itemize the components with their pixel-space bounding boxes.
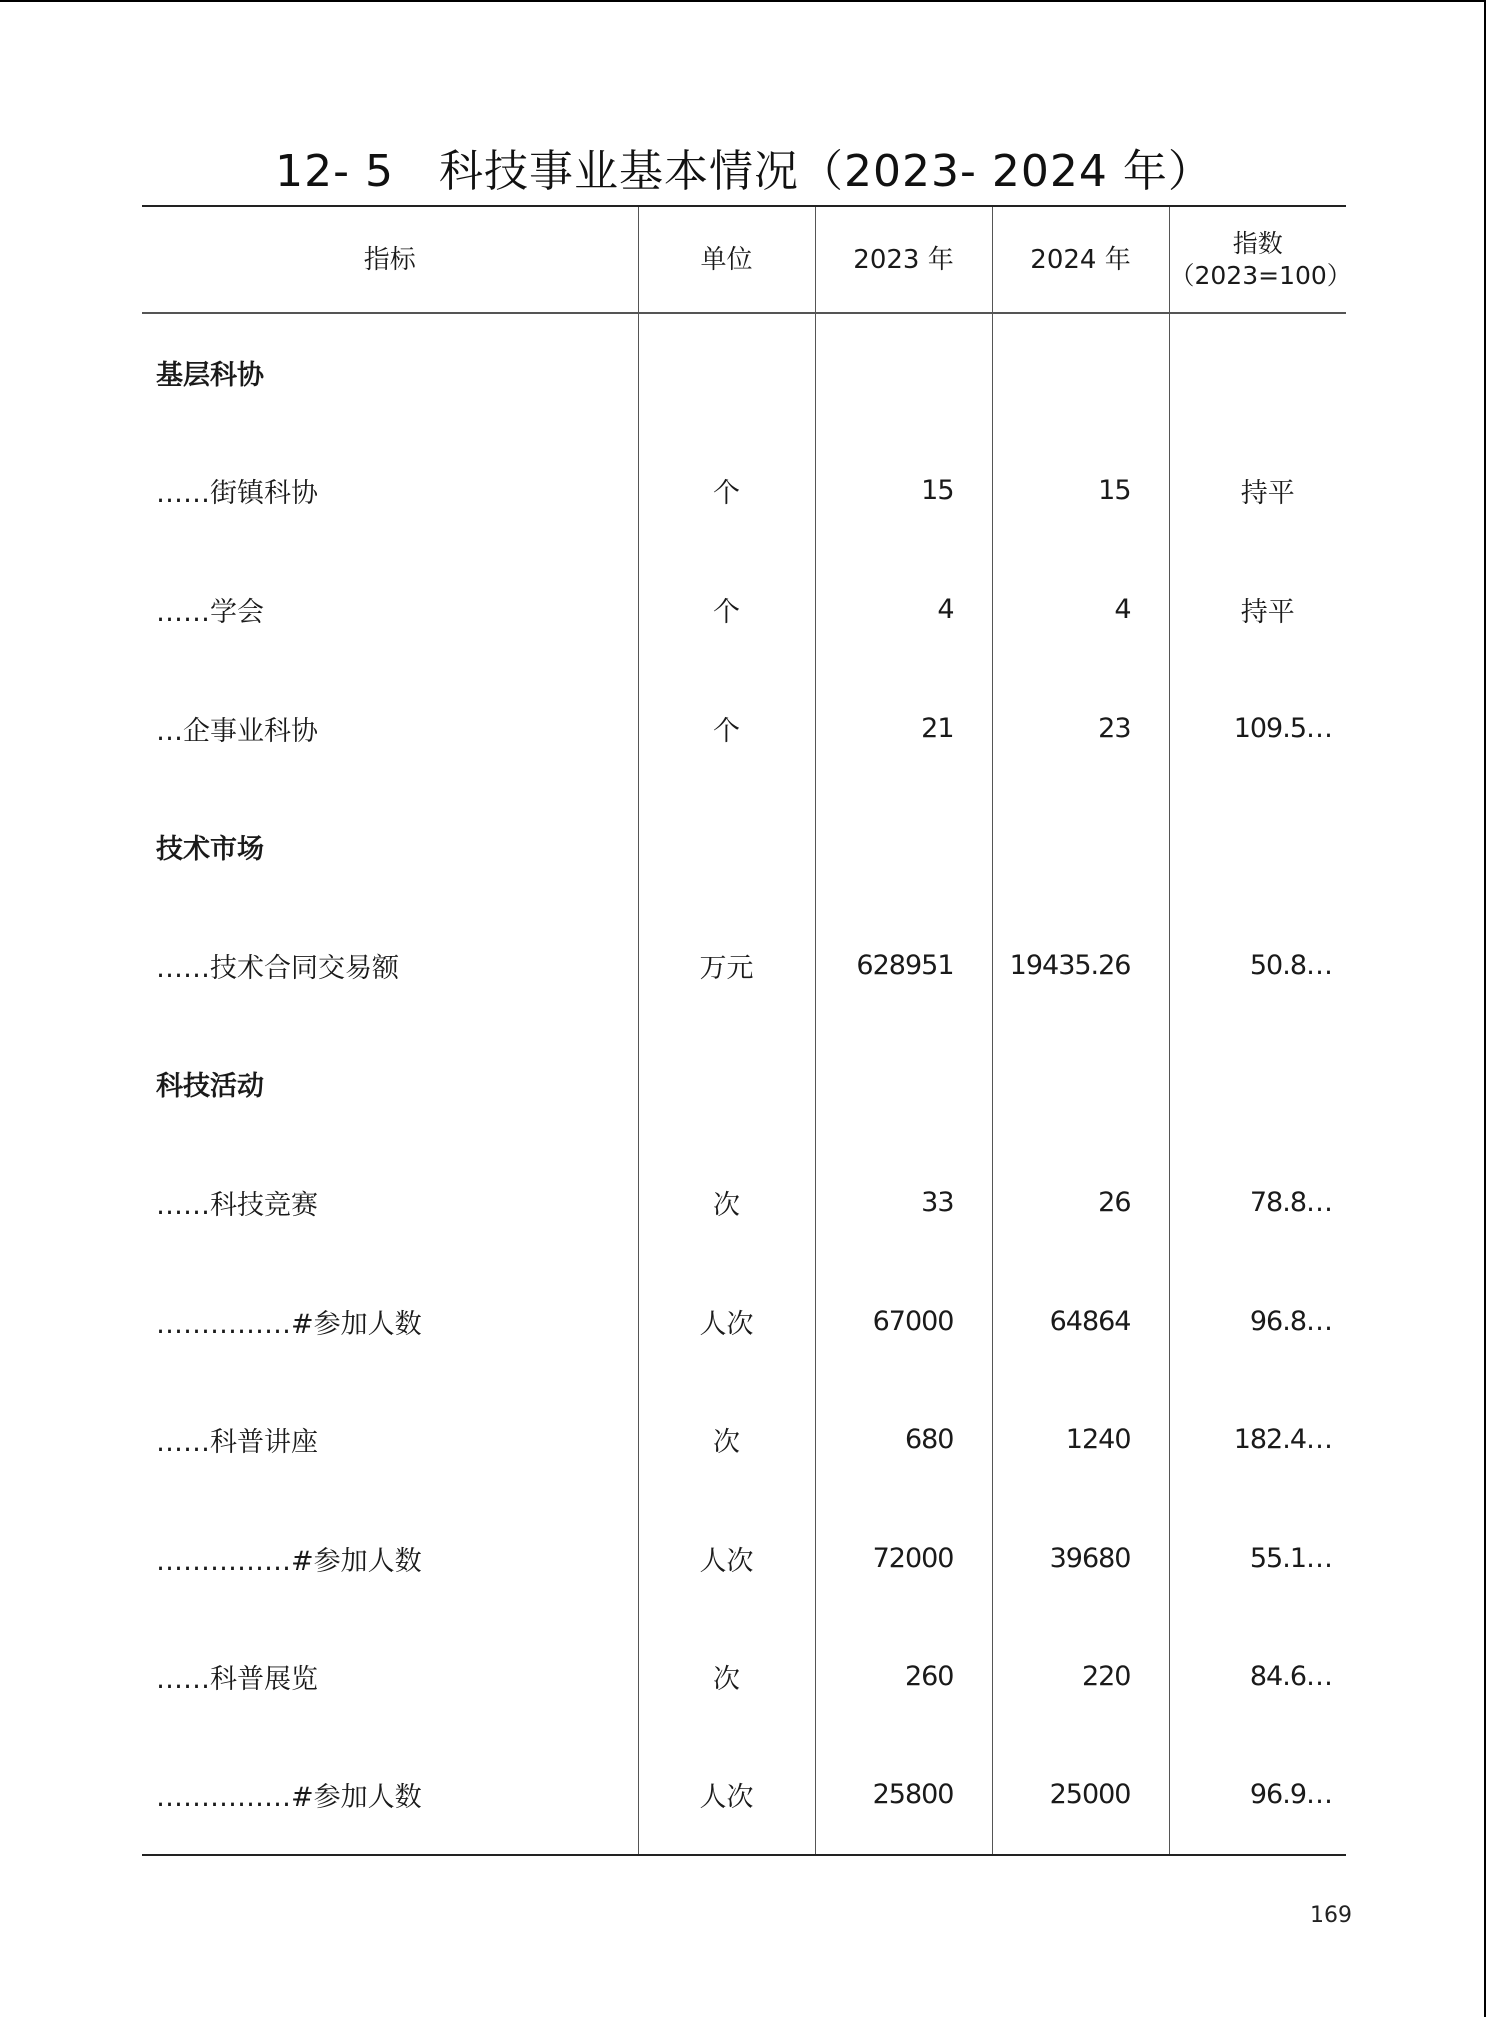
indicator-label: 企事业科协 <box>183 715 318 747</box>
indicator-label: 学会 <box>210 596 264 628</box>
index-cell <box>1169 787 1346 906</box>
page-number: 169 <box>1310 1903 1352 1928</box>
indicator-cell <box>142 1262 638 1381</box>
leader-dots: …… <box>156 1189 210 1221</box>
indicator-cell <box>142 669 638 788</box>
index-cell: 55.1… <box>1169 1499 1346 1618</box>
unit-cell: 次 <box>638 1380 815 1499</box>
header-row <box>142 206 1346 313</box>
header-index-line1: 指数 <box>1232 228 1283 258</box>
value-2024-cell: 4 <box>992 550 1169 669</box>
header-indicator: 指标 <box>142 206 638 313</box>
value-2023-cell: 15 <box>815 432 992 551</box>
index-cell: 96.9… <box>1169 1736 1346 1855</box>
value-2023-cell: 25800 <box>815 1736 992 1855</box>
indicator-label: 科普讲座 <box>210 1427 318 1459</box>
unit-cell: 人次 <box>638 1499 815 1618</box>
index-cell: 持平 <box>1169 550 1346 669</box>
category-label: 基层科协 <box>156 360 264 392</box>
indicator-cell <box>142 1736 638 1855</box>
leader-dots: …… <box>156 952 210 984</box>
value-2024-cell: 39680 <box>992 1499 1169 1618</box>
indicator-label: 科技竞赛 <box>210 1189 318 1221</box>
category-label: 科技活动 <box>156 1071 264 1103</box>
value-2024-cell: 220 <box>992 1618 1169 1737</box>
value-2023-cell <box>815 1025 992 1144</box>
indicator-label: 科普展览 <box>210 1664 318 1696</box>
value-2023-cell: 67000 <box>815 1262 992 1381</box>
category-label: 技术市场 <box>156 834 264 866</box>
table-row <box>142 1499 1346 1618</box>
index-cell <box>1169 313 1346 432</box>
category-row <box>142 313 1346 432</box>
header-2023: 2023 年 <box>815 206 992 313</box>
leader-dots: … <box>156 715 183 747</box>
index-cell: 50.8… <box>1169 906 1346 1025</box>
leader-dots: …… <box>156 596 210 628</box>
leader-dots: …………… <box>156 1308 291 1340</box>
value-2024-cell <box>992 1025 1169 1144</box>
index-cell: 78.8… <box>1169 1143 1346 1262</box>
value-2024-cell: 26 <box>992 1143 1169 1262</box>
value-2023-cell: 628951 <box>815 906 992 1025</box>
table-row <box>142 550 1346 669</box>
unit-cell <box>638 313 815 432</box>
header-index-line2: （2023=100） <box>1169 260 1352 290</box>
value-2023-cell <box>815 787 992 906</box>
value-2023-cell <box>815 313 992 432</box>
unit-cell: 万元 <box>638 906 815 1025</box>
value-2023-cell: 260 <box>815 1618 992 1737</box>
indicator-label: 街镇科协 <box>210 478 318 510</box>
value-2023-cell: 33 <box>815 1143 992 1262</box>
leader-dots: …… <box>156 1427 210 1459</box>
page-title: 12- 5 科技事业基本情况（2023- 2024 年） <box>275 146 1213 197</box>
leader-dots: …………… <box>156 1782 291 1814</box>
unit-cell: 个 <box>638 669 815 788</box>
indicator-label: #参加人数 <box>291 1308 422 1340</box>
header-2024: 2024 年 <box>992 206 1169 313</box>
value-2024-cell <box>992 787 1169 906</box>
table-row <box>142 669 1346 788</box>
category-row <box>142 787 1346 906</box>
stats-table <box>142 205 1352 1856</box>
table-row <box>142 1262 1346 1381</box>
table-row <box>142 432 1346 551</box>
leader-dots: …………… <box>156 1545 291 1577</box>
leader-dots: …… <box>156 1664 210 1696</box>
table-row <box>142 1380 1346 1499</box>
index-cell: 84.6… <box>1169 1618 1346 1737</box>
header-unit: 单位 <box>638 206 815 313</box>
leader-dots: …… <box>156 478 210 510</box>
index-cell: 持平 <box>1169 432 1346 551</box>
indicator-cell <box>142 1380 638 1499</box>
unit-cell: 个 <box>638 550 815 669</box>
value-2024-cell: 23 <box>992 669 1169 788</box>
indicator-cell <box>142 1143 638 1262</box>
unit-cell: 人次 <box>638 1736 815 1855</box>
unit-cell <box>638 787 815 906</box>
index-cell: 96.8… <box>1169 1262 1346 1381</box>
value-2023-cell: 21 <box>815 669 992 788</box>
indicator-label: #参加人数 <box>291 1545 422 1577</box>
value-2024-cell <box>992 313 1169 432</box>
indicator-label: #参加人数 <box>291 1782 422 1814</box>
header-index <box>1169 206 1352 313</box>
value-2023-cell: 72000 <box>815 1499 992 1618</box>
value-2024-cell: 15 <box>992 432 1169 551</box>
unit-cell: 次 <box>638 1143 815 1262</box>
unit-cell <box>638 1025 815 1144</box>
stats-table-container <box>142 205 1352 1856</box>
index-cell: 109.5… <box>1169 669 1346 788</box>
value-2024-cell: 1240 <box>992 1380 1169 1499</box>
index-cell: 182.4… <box>1169 1380 1346 1499</box>
indicator-cell <box>142 1618 638 1737</box>
table-row <box>142 1618 1346 1737</box>
value-2024-cell: 64864 <box>992 1262 1169 1381</box>
table-row <box>142 1143 1346 1262</box>
unit-cell: 次 <box>638 1618 815 1737</box>
indicator-cell <box>142 906 638 1025</box>
unit-cell: 个 <box>638 432 815 551</box>
value-2024-cell: 25000 <box>992 1736 1169 1855</box>
value-2023-cell: 4 <box>815 550 992 669</box>
table-row <box>142 1736 1346 1855</box>
indicator-label: 技术合同交易额 <box>210 952 399 984</box>
value-2024-cell: 19435.26 <box>992 906 1169 1025</box>
table-header <box>142 206 1352 313</box>
table-body <box>142 313 1346 1855</box>
indicator-cell <box>142 550 638 669</box>
value-2023-cell: 680 <box>815 1380 992 1499</box>
index-cell <box>1169 1025 1346 1144</box>
indicator-cell <box>142 432 638 551</box>
unit-cell: 人次 <box>638 1262 815 1381</box>
table-row <box>142 906 1346 1025</box>
category-row <box>142 1025 1346 1144</box>
indicator-cell <box>142 1499 638 1618</box>
